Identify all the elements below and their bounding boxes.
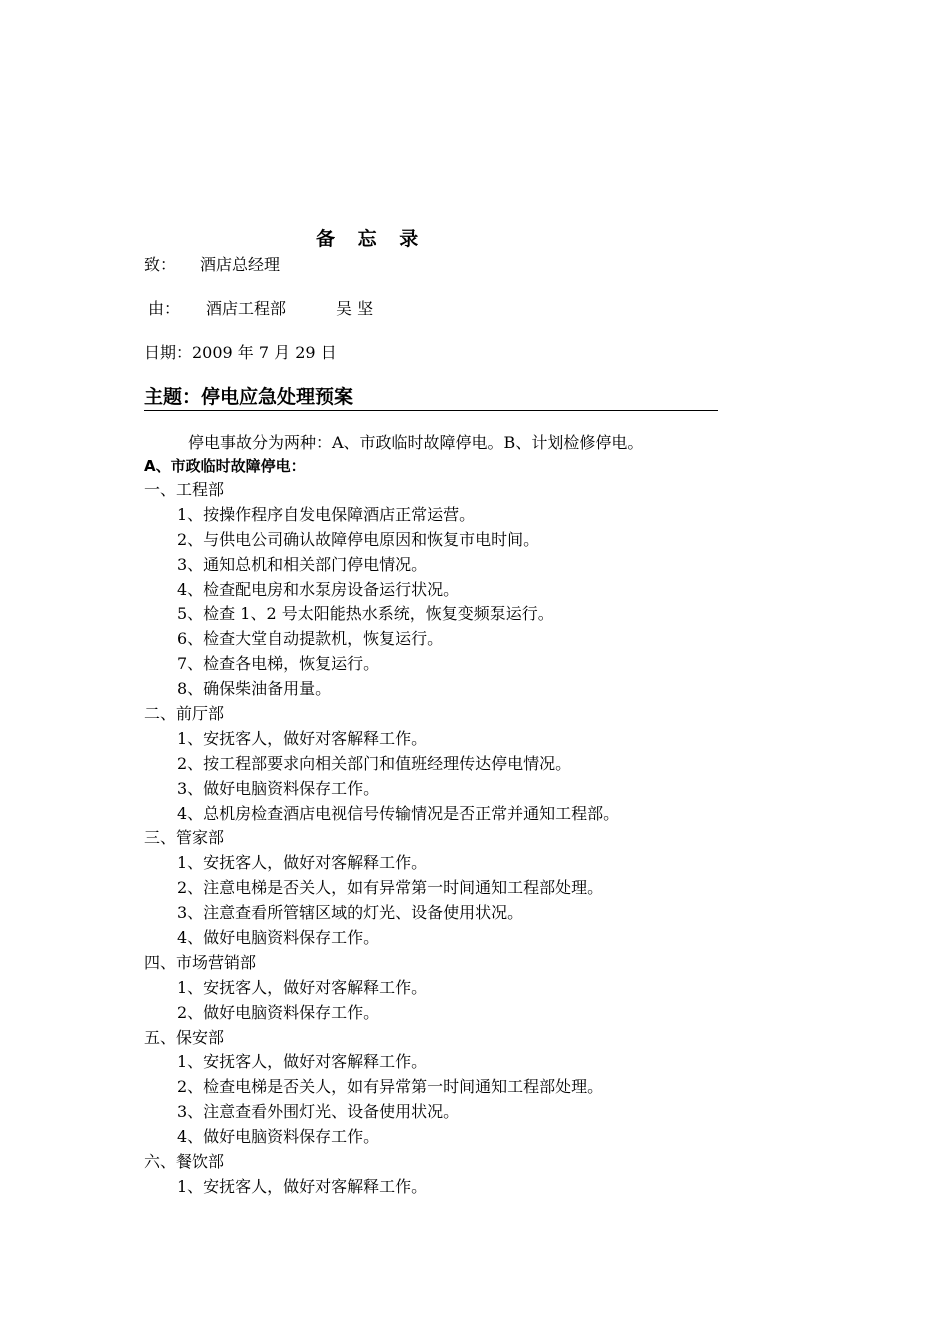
action-item: 4、做好电脑资料保存工作。 xyxy=(177,928,380,948)
from-value: 酒店工程部 xyxy=(206,299,287,318)
action-item: 8、确保柴油备用量。 xyxy=(177,679,332,699)
date-line: 日期：2009 年 7 月 29 日 xyxy=(144,343,337,362)
department-heading: 四、市场营销部 xyxy=(144,952,257,972)
action-item: 6、检查大堂自动提款机，恢复运行。 xyxy=(177,629,444,649)
action-item: 3、注意查看外围灯光、设备使用状况。 xyxy=(177,1102,460,1122)
memo-title: 备 忘 录 xyxy=(316,228,427,250)
action-item: 2、检查电梯是否关人，如有异常第一时间通知工程部处理。 xyxy=(177,1077,604,1097)
action-item: 4、总机房检查酒店电视信号传输情况是否正常并通知工程部。 xyxy=(177,803,620,823)
to-value: 酒店总经理 xyxy=(200,255,281,274)
from-line xyxy=(148,296,373,319)
action-item: 3、注意查看所管辖区域的灯光、设备使用状况。 xyxy=(177,903,524,923)
section-a-heading: A、市政临时故障停电： xyxy=(144,457,306,475)
action-item: 2、与供电公司确认故障停电原因和恢复市电时间。 xyxy=(177,529,540,549)
department-heading: 一、工程部 xyxy=(144,480,225,499)
action-item: 1、安抚客人，做好对客解释工作。 xyxy=(177,1176,428,1196)
action-item: 3、做好电脑资料保存工作。 xyxy=(177,778,380,798)
action-item: 1、安抚客人，做好对客解释工作。 xyxy=(177,853,428,873)
action-item: 2、注意电梯是否关人，如有异常第一时间通知工程部处理。 xyxy=(177,878,604,898)
action-item: 3、通知总机和相关部门停电情况。 xyxy=(177,554,428,574)
action-item: 1、按操作程序自发电保障酒店正常运营。 xyxy=(177,504,476,524)
to-line xyxy=(144,252,280,275)
department-heading: 六、餐饮部 xyxy=(144,1152,225,1172)
action-item: 2、按工程部要求向相关部门和值班经理传达停电情况。 xyxy=(177,753,572,773)
action-item: 2、做好电脑资料保存工作。 xyxy=(177,1002,380,1022)
subject-heading: 主题：停电应急处理预案 xyxy=(144,382,718,411)
department-list xyxy=(144,478,619,1200)
department-heading: 二、前厅部 xyxy=(144,704,225,724)
intro-text: 停电事故分为两种：A、市政临时故障停电。B、计划检修停电。 xyxy=(188,433,644,452)
action-item: 5、检查 1、2 号太阳能热水系统，恢复变频泵运行。 xyxy=(177,604,554,624)
to-label: 致： xyxy=(144,255,177,274)
from-person: 吴 坚 xyxy=(336,299,374,318)
from-label: 由： xyxy=(148,299,181,318)
action-item: 1、安抚客人，做好对客解释工作。 xyxy=(177,728,428,748)
department-heading: 三、管家部 xyxy=(144,828,225,848)
action-item: 7、检查各电梯，恢复运行。 xyxy=(177,654,380,674)
department-heading: 五、保安部 xyxy=(144,1027,225,1047)
action-item: 1、安抚客人，做好对客解释工作。 xyxy=(177,1052,428,1072)
action-item: 4、做好电脑资料保存工作。 xyxy=(177,1127,380,1147)
action-item: 4、检查配电房和水泵房设备运行状况。 xyxy=(177,579,460,599)
action-item: 1、安抚客人，做好对客解释工作。 xyxy=(177,977,428,997)
